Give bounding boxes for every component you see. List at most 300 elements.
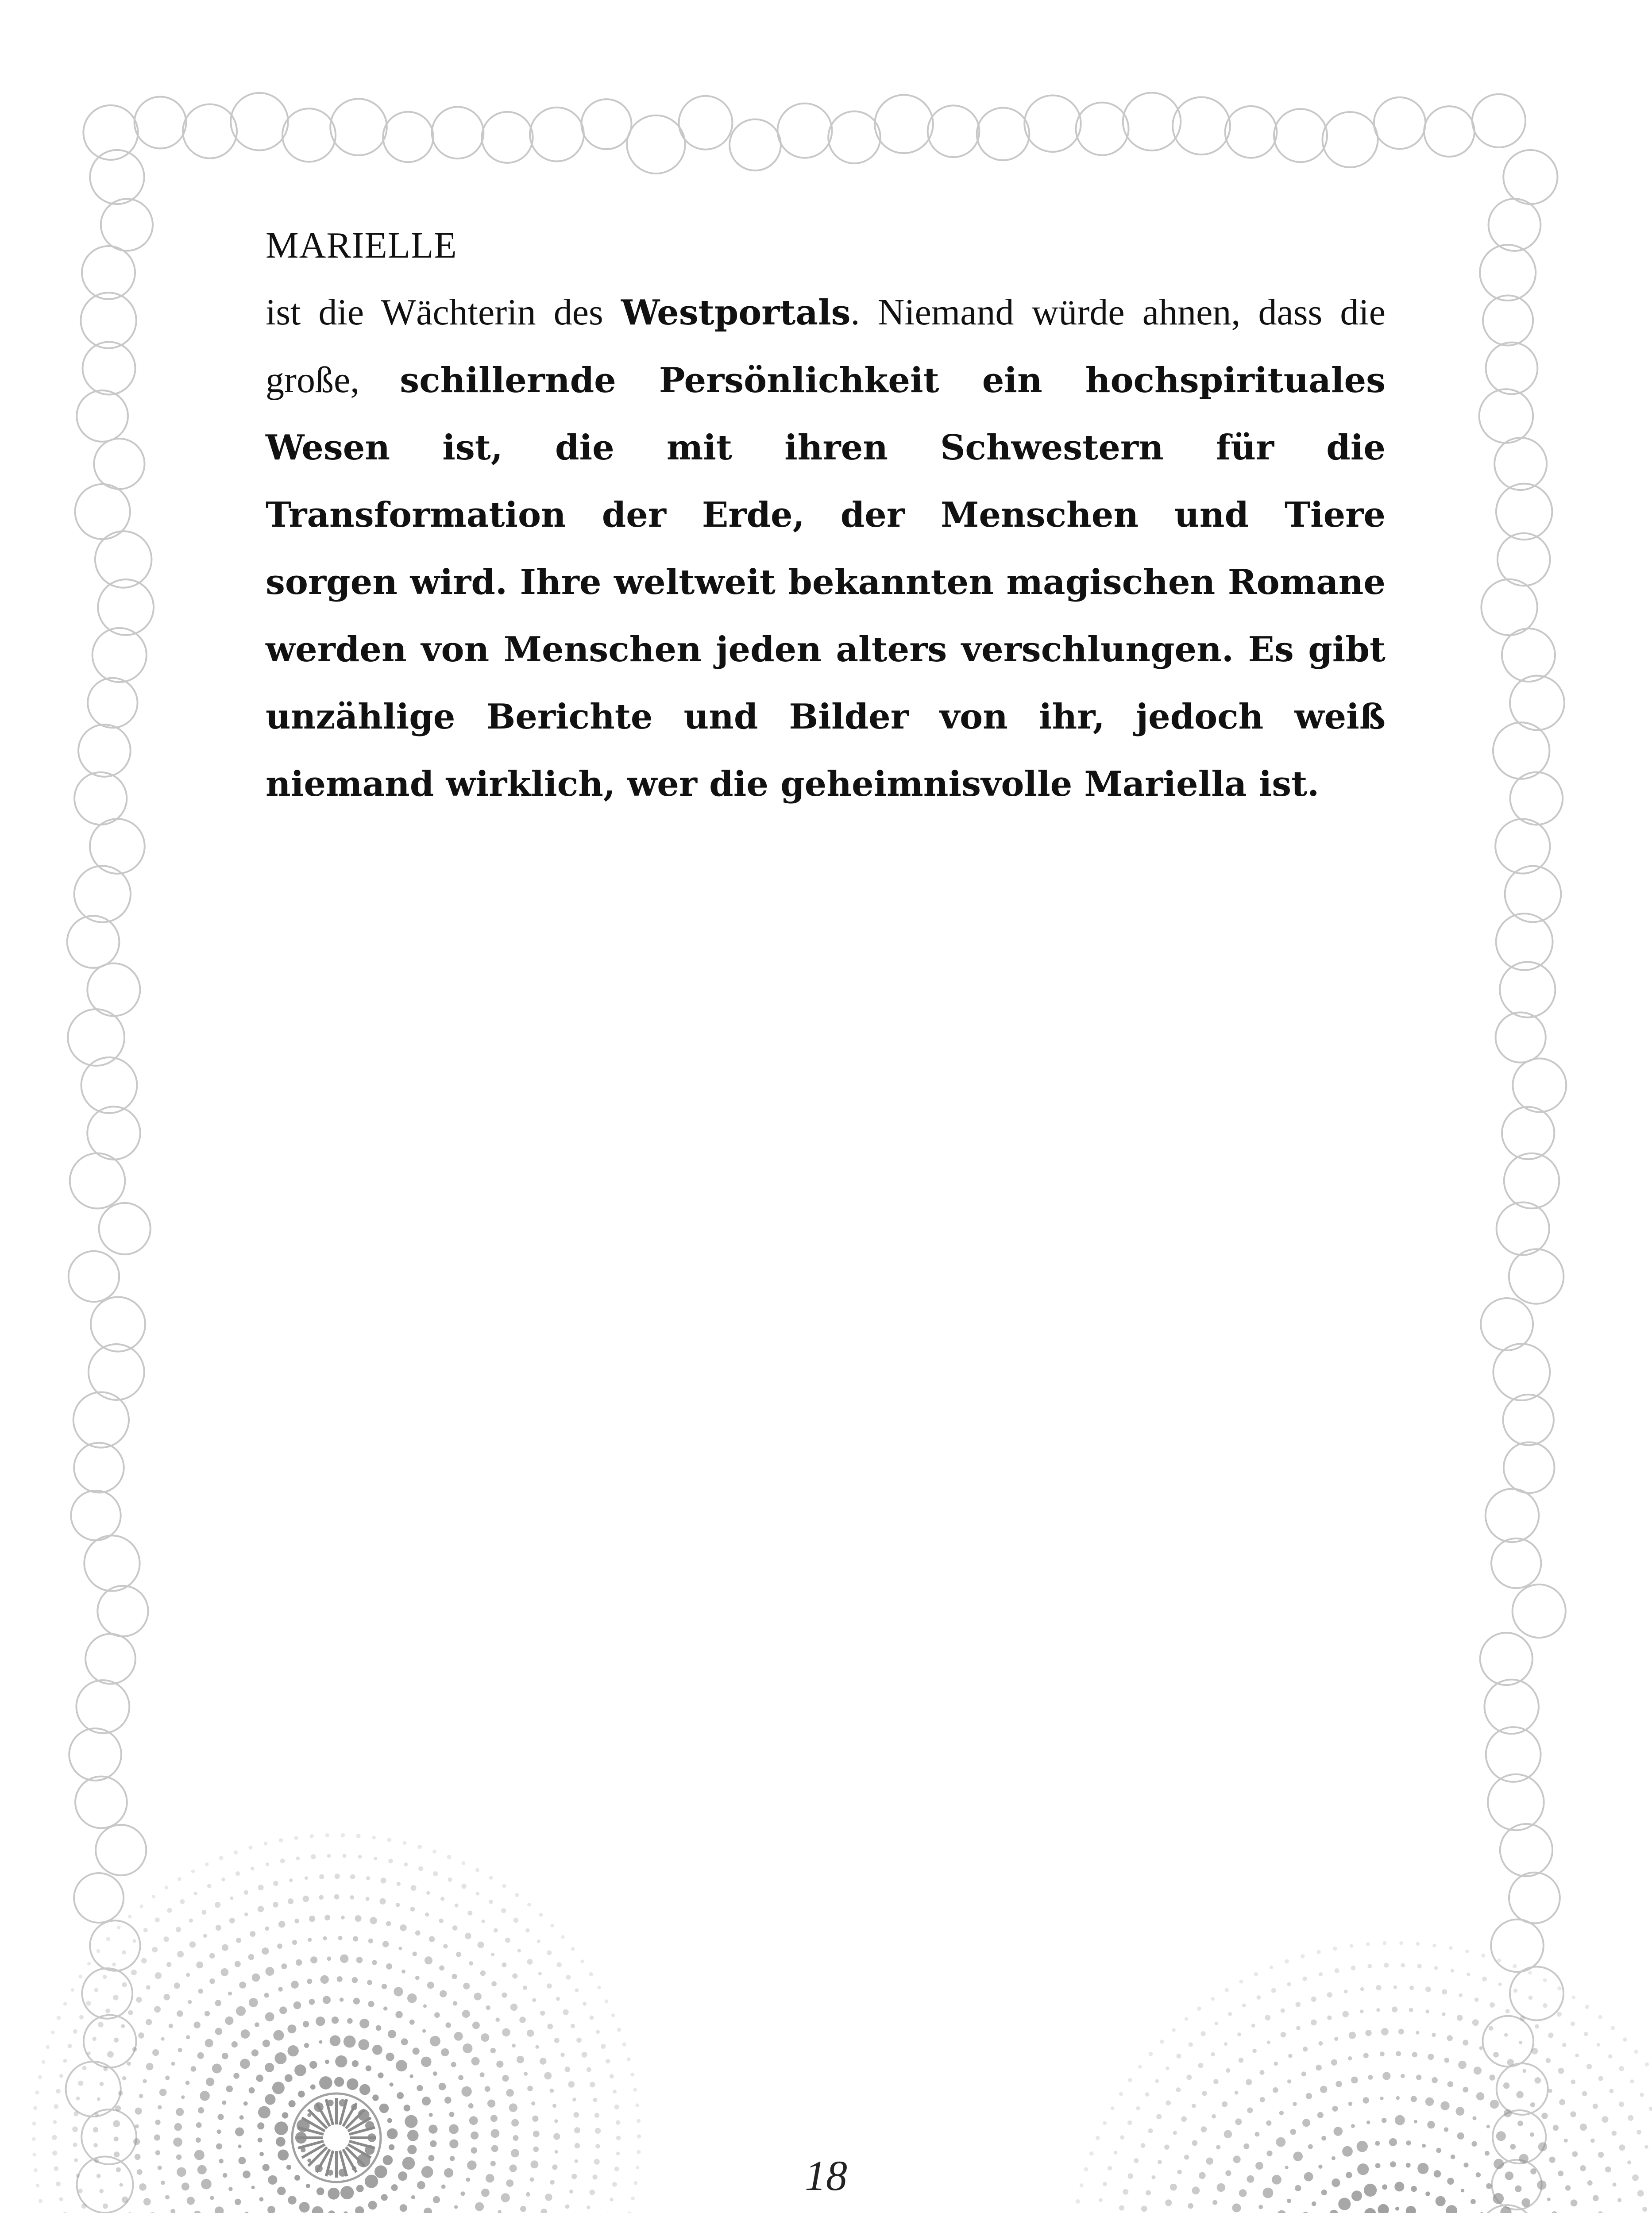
border-circle	[136, 1997, 142, 2003]
border-circle	[68, 1009, 124, 1066]
border-circle	[316, 2016, 325, 2026]
border-circle	[1580, 2124, 1587, 2131]
border-circle	[1349, 2032, 1356, 2039]
border-circle	[1211, 2052, 1215, 2056]
border-circle	[340, 2186, 354, 2199]
border-circle	[359, 2019, 369, 2028]
border-circle	[569, 2190, 573, 2194]
border-circle	[51, 2031, 54, 2034]
border-circle	[1467, 1973, 1470, 1976]
border-circle	[1611, 2026, 1615, 2030]
border-circle	[1335, 2081, 1342, 2087]
border-circle	[197, 2165, 207, 2174]
border-circle	[1572, 2151, 1578, 2157]
border-circle	[424, 2208, 432, 2213]
border-circle	[1226, 2068, 1230, 2073]
border-circle	[1446, 2205, 1458, 2213]
border-circle	[1425, 2009, 1429, 2013]
border-circle	[53, 2120, 57, 2124]
border-circle	[1552, 2211, 1558, 2213]
border-circle	[78, 725, 131, 777]
border-circle	[574, 2127, 580, 2133]
border-circle	[181, 2182, 189, 2190]
border-circle	[387, 1838, 391, 1842]
border-circle	[452, 1925, 458, 1931]
border-circle	[1346, 2172, 1352, 2178]
border-circle	[353, 1936, 358, 1942]
border-circle	[174, 1982, 180, 1989]
body-paragraph	[266, 279, 1386, 818]
border-circle	[77, 390, 128, 442]
border-circle	[1281, 2009, 1285, 2013]
border-circle	[187, 2197, 195, 2205]
border-circle	[1548, 2032, 1553, 2038]
mandala-ornament-right	[1069, 1941, 1652, 2213]
border-circle	[526, 2192, 530, 2197]
border-circle	[482, 112, 533, 163]
border-circle	[69, 1728, 121, 1781]
border-circle	[1476, 2172, 1481, 2177]
border-circle	[276, 2137, 286, 2147]
border-circle	[115, 2105, 121, 2111]
border-circle	[430, 2140, 436, 2147]
border-circle	[1416, 2074, 1421, 2080]
border-circle	[1212, 2114, 1216, 2119]
border-circle	[205, 1862, 208, 1866]
border-circle	[1417, 2163, 1428, 2174]
border-circle	[1181, 2116, 1187, 2122]
border-circle	[1457, 2015, 1463, 2021]
border-circle	[298, 2091, 305, 2098]
border-circle	[429, 1936, 435, 1943]
border-circle	[1436, 2148, 1441, 2153]
border-circle	[1141, 2143, 1146, 2148]
border-circle	[1427, 2121, 1435, 2128]
border-circle	[1617, 2198, 1621, 2202]
border-circle	[547, 2024, 553, 2029]
border-circle	[249, 1846, 253, 1850]
border-circle	[1273, 2087, 1278, 2093]
border-circle	[556, 1997, 560, 2001]
border-circle	[262, 2040, 270, 2047]
border-circle	[163, 1994, 170, 2001]
border-circle	[177, 1951, 184, 1958]
border-circle	[294, 1919, 299, 1924]
border-circle	[485, 2086, 490, 2092]
border-circle	[250, 1931, 255, 1937]
bold-text-run: Westportals	[621, 293, 851, 333]
border-circle	[396, 2060, 407, 2071]
border-circle	[433, 1871, 438, 1876]
border-circle	[258, 2138, 262, 2143]
border-circle	[594, 2159, 600, 2165]
border-circle	[1141, 2206, 1147, 2212]
border-circle	[403, 1841, 406, 1845]
border-circle	[1103, 2121, 1107, 2125]
border-circle	[1119, 2092, 1123, 2096]
border-circle	[379, 2104, 389, 2113]
border-circle	[533, 2147, 539, 2152]
border-circle	[244, 1912, 248, 1916]
border-circle	[589, 2190, 595, 2195]
border-circle	[1375, 2141, 1380, 2146]
border-circle	[135, 2124, 139, 2128]
border-circle	[1338, 2198, 1351, 2210]
border-circle	[1449, 1946, 1453, 1950]
border-circle	[587, 2067, 591, 2072]
border-circle	[1166, 2066, 1169, 2070]
border-circle	[1461, 2189, 1464, 2192]
border-circle	[512, 2044, 516, 2048]
border-circle	[249, 2087, 255, 2093]
border-circle	[228, 1992, 232, 1996]
border-circle	[1602, 2116, 1609, 2123]
border-circle	[366, 1897, 370, 1901]
border-circle	[122, 2076, 126, 2080]
border-circle	[1505, 866, 1561, 922]
border-circle	[1145, 2092, 1150, 2097]
border-circle	[517, 2056, 524, 2063]
border-circle	[1134, 2158, 1139, 2163]
border-circle	[389, 2144, 394, 2150]
border-circle	[496, 2061, 503, 2068]
border-circle	[575, 2159, 578, 2163]
border-circle	[374, 2165, 387, 2178]
border-circle	[1471, 2141, 1477, 2147]
border-circle	[1497, 2063, 1548, 2115]
border-circle	[1444, 2127, 1448, 2132]
border-circle	[98, 2022, 104, 2028]
border-circle	[1099, 2198, 1103, 2202]
border-circle	[222, 1944, 228, 1951]
border-circle	[1333, 1947, 1337, 1951]
border-circle	[425, 1956, 432, 1964]
border-circle	[334, 1894, 340, 1900]
border-circle	[1398, 2029, 1404, 2035]
border-circle	[433, 2196, 440, 2203]
border-circle	[614, 2105, 619, 2109]
border-circle	[112, 1962, 116, 1966]
border-circle	[219, 2159, 224, 2163]
border-circle	[1497, 1959, 1501, 1962]
border-circle	[209, 1953, 215, 1959]
border-circle	[67, 916, 120, 968]
border-circle	[1239, 2058, 1243, 2063]
border-circle	[1553, 2125, 1559, 2131]
border-circle	[422, 2097, 431, 2105]
border-circle	[1513, 1989, 1517, 1993]
border-circle	[230, 1897, 233, 1900]
border-circle	[176, 1927, 181, 1932]
border-circle	[637, 2150, 641, 2154]
border-circle	[1237, 2032, 1241, 2036]
border-circle	[69, 1251, 119, 1302]
border-circle	[1504, 2109, 1512, 2117]
border-circle	[191, 1870, 195, 1873]
border-circle	[303, 2021, 309, 2027]
border-circle	[1295, 2185, 1301, 2191]
border-circle	[1321, 2136, 1326, 2141]
border-circle	[234, 1851, 238, 1854]
border-circle	[75, 1777, 127, 1828]
border-circle	[1593, 2104, 1598, 2109]
border-circle	[161, 2181, 165, 2185]
border-circle	[630, 2073, 634, 2077]
border-circle	[258, 2106, 270, 2118]
border-circle	[233, 2073, 239, 2079]
border-circle	[1368, 2075, 1373, 2080]
border-circle	[178, 1877, 181, 1881]
border-circle	[566, 1975, 571, 1980]
border-circle	[1303, 2047, 1308, 2051]
border-circle	[235, 2199, 241, 2205]
border-circle	[52, 2135, 57, 2140]
border-circle	[320, 1975, 329, 1984]
border-circle	[576, 2038, 582, 2043]
border-circle	[330, 2035, 341, 2046]
border-circle	[1479, 389, 1533, 443]
border-circle	[1158, 2160, 1162, 2164]
border-circle	[174, 2123, 182, 2131]
border-circle	[1255, 2132, 1260, 2137]
border-circle	[135, 2154, 141, 2160]
border-circle	[1562, 2043, 1566, 2047]
border-circle	[76, 1680, 129, 1733]
border-circle	[612, 2182, 617, 2187]
border-circle	[411, 2195, 415, 2199]
border-circle	[1532, 2048, 1538, 2055]
border-circle	[413, 1951, 417, 1956]
border-circle	[1521, 2198, 1530, 2207]
border-circle	[1416, 1942, 1420, 1946]
border-circle	[278, 1987, 283, 1992]
border-circle	[1640, 2093, 1644, 2097]
border-circle	[1301, 2071, 1306, 2076]
border-circle	[1235, 2091, 1239, 2095]
border-circle	[444, 2097, 452, 2104]
border-circle	[1225, 1988, 1229, 1992]
border-circle	[415, 1930, 421, 1935]
border-circle	[432, 1850, 436, 1854]
border-circle	[259, 2152, 264, 2156]
border-circle	[413, 2047, 420, 2055]
border-circle	[1224, 2130, 1232, 2139]
border-circle	[198, 2107, 204, 2113]
border-circle	[1619, 2066, 1624, 2071]
border-circle	[601, 2044, 606, 2049]
border-circle	[501, 1908, 506, 1913]
border-circle	[207, 1884, 212, 1889]
border-circle	[1472, 94, 1525, 147]
border-circle	[1628, 2115, 1633, 2121]
border-circle	[1360, 1987, 1364, 1991]
border-circle	[325, 2060, 329, 2064]
border-circle	[401, 1970, 405, 1974]
border-circle	[73, 2111, 78, 2116]
border-circle	[590, 2016, 594, 2020]
border-circle	[96, 1949, 100, 1953]
border-circle	[169, 2024, 173, 2028]
border-circle	[155, 2120, 160, 2125]
border-circle	[1301, 1954, 1305, 1959]
border-circle	[1515, 2186, 1521, 2192]
border-circle	[368, 2201, 377, 2209]
border-circle	[366, 2065, 371, 2071]
border-circle	[1523, 2069, 1527, 2073]
border-circle	[449, 2112, 454, 2117]
border-circle	[1519, 2041, 1522, 2044]
border-circle	[116, 2167, 121, 2172]
border-circle	[1447, 2081, 1454, 2087]
border-circle	[1108, 2166, 1112, 2171]
border-circle	[1235, 2118, 1242, 2125]
border-circle	[1080, 2183, 1084, 2187]
border-circle	[1412, 2052, 1417, 2057]
border-circle	[627, 116, 685, 173]
border-circle	[1192, 2104, 1196, 2108]
border-circle	[231, 93, 288, 150]
border-circle	[1543, 2003, 1548, 2008]
border-circle	[1598, 2211, 1603, 2213]
border-circle	[468, 2103, 474, 2109]
border-circle	[347, 2078, 358, 2090]
border-circle	[94, 439, 144, 489]
border-circle	[161, 2037, 165, 2041]
border-circle	[1572, 1996, 1575, 1999]
border-circle	[196, 1962, 203, 1969]
border-circle	[201, 2179, 212, 2190]
border-circle	[1425, 1986, 1431, 1992]
border-circle	[1619, 2144, 1625, 2151]
border-circle	[81, 2203, 87, 2209]
border-circle	[334, 2077, 344, 2087]
border-circle	[1263, 2188, 1274, 2198]
border-circle	[319, 2040, 322, 2044]
border-circle	[1481, 1954, 1485, 1958]
border-circle	[356, 1957, 363, 1963]
border-circle	[580, 1959, 584, 1963]
border-circle	[57, 2016, 61, 2020]
border-circle	[73, 2143, 77, 2147]
border-circle	[463, 1983, 470, 1989]
border-circle	[94, 2158, 99, 2163]
border-circle	[448, 1878, 452, 1882]
border-circle	[1342, 2146, 1353, 2157]
border-circle	[1164, 2144, 1170, 2150]
border-circle	[1366, 2120, 1370, 2124]
border-circle	[256, 2074, 263, 2082]
border-circle	[1447, 2178, 1454, 2185]
border-circle	[71, 1491, 120, 1540]
border-circle	[509, 2103, 517, 2112]
border-circle	[292, 1940, 297, 1945]
border-circle	[610, 2198, 613, 2201]
border-circle	[1173, 2131, 1177, 2135]
border-circle	[180, 1899, 185, 1904]
border-circle	[491, 1953, 494, 1956]
border-circle	[372, 1836, 376, 1839]
border-circle	[1510, 772, 1563, 825]
border-circle	[324, 1915, 330, 1920]
border-circle	[1389, 2138, 1397, 2146]
border-circle	[1406, 2140, 1411, 2145]
border-circle	[476, 1892, 479, 1895]
border-circle	[475, 1868, 479, 1872]
border-circle	[257, 2122, 264, 2129]
border-circle	[223, 2173, 228, 2178]
border-circle	[1503, 1395, 1553, 1445]
border-circle	[1276, 2137, 1286, 2147]
border-circle	[197, 2052, 204, 2059]
border-circle	[554, 2119, 558, 2123]
border-circle	[572, 2097, 576, 2101]
border-circle	[1558, 2068, 1564, 2074]
border-circle	[1537, 2180, 1546, 2190]
border-circle	[1513, 1964, 1517, 1969]
border-circle	[278, 2150, 289, 2161]
border-circle	[506, 2179, 513, 2187]
border-circle	[1290, 2129, 1296, 2135]
border-circle	[273, 1881, 278, 1886]
border-circle	[1146, 2190, 1151, 2196]
border-circle	[1422, 2144, 1426, 2148]
border-circle	[1486, 2125, 1490, 2128]
border-circle	[194, 2150, 205, 2160]
border-circle	[1312, 2201, 1316, 2206]
border-circle	[596, 2030, 600, 2034]
border-circle	[421, 2166, 433, 2178]
border-circle	[1198, 2063, 1204, 2068]
border-circle	[489, 1876, 493, 1880]
border-circle	[423, 2004, 427, 2008]
border-circle	[490, 2115, 498, 2122]
border-circle	[387, 2128, 398, 2140]
border-circle	[1557, 1986, 1562, 1991]
border-circle	[226, 2086, 233, 2092]
border-circle	[1509, 1249, 1564, 1304]
border-circle	[215, 1902, 220, 1908]
border-circle	[565, 2066, 571, 2072]
border-circle	[1111, 2106, 1115, 2110]
border-circle	[1411, 2096, 1417, 2102]
border-circle	[100, 2082, 104, 2086]
border-circle	[1496, 2131, 1506, 2141]
border-circle	[1319, 1972, 1323, 1976]
border-circle	[589, 1972, 593, 1977]
border-circle	[368, 1939, 373, 1943]
border-circle	[217, 2129, 221, 2134]
border-circle	[1076, 103, 1128, 155]
border-circle	[93, 2143, 98, 2147]
border-circle	[1327, 2016, 1332, 2020]
border-circle	[103, 1975, 107, 1979]
border-circle	[88, 678, 137, 728]
border-circle	[550, 2089, 554, 2093]
border-circle	[140, 1905, 143, 1908]
border-circle	[56, 2182, 61, 2186]
border-circle	[1383, 1941, 1387, 1945]
border-circle	[828, 112, 880, 164]
border-circle	[1123, 2189, 1128, 2195]
border-circle	[404, 1862, 408, 1866]
border-circle	[293, 2001, 301, 2009]
border-circle	[265, 2063, 274, 2072]
border-circle	[1302, 2119, 1310, 2127]
border-circle	[1519, 2154, 1528, 2163]
border-circle	[1380, 2097, 1384, 2100]
border-circle	[356, 2185, 364, 2192]
border-circle	[480, 2072, 485, 2077]
